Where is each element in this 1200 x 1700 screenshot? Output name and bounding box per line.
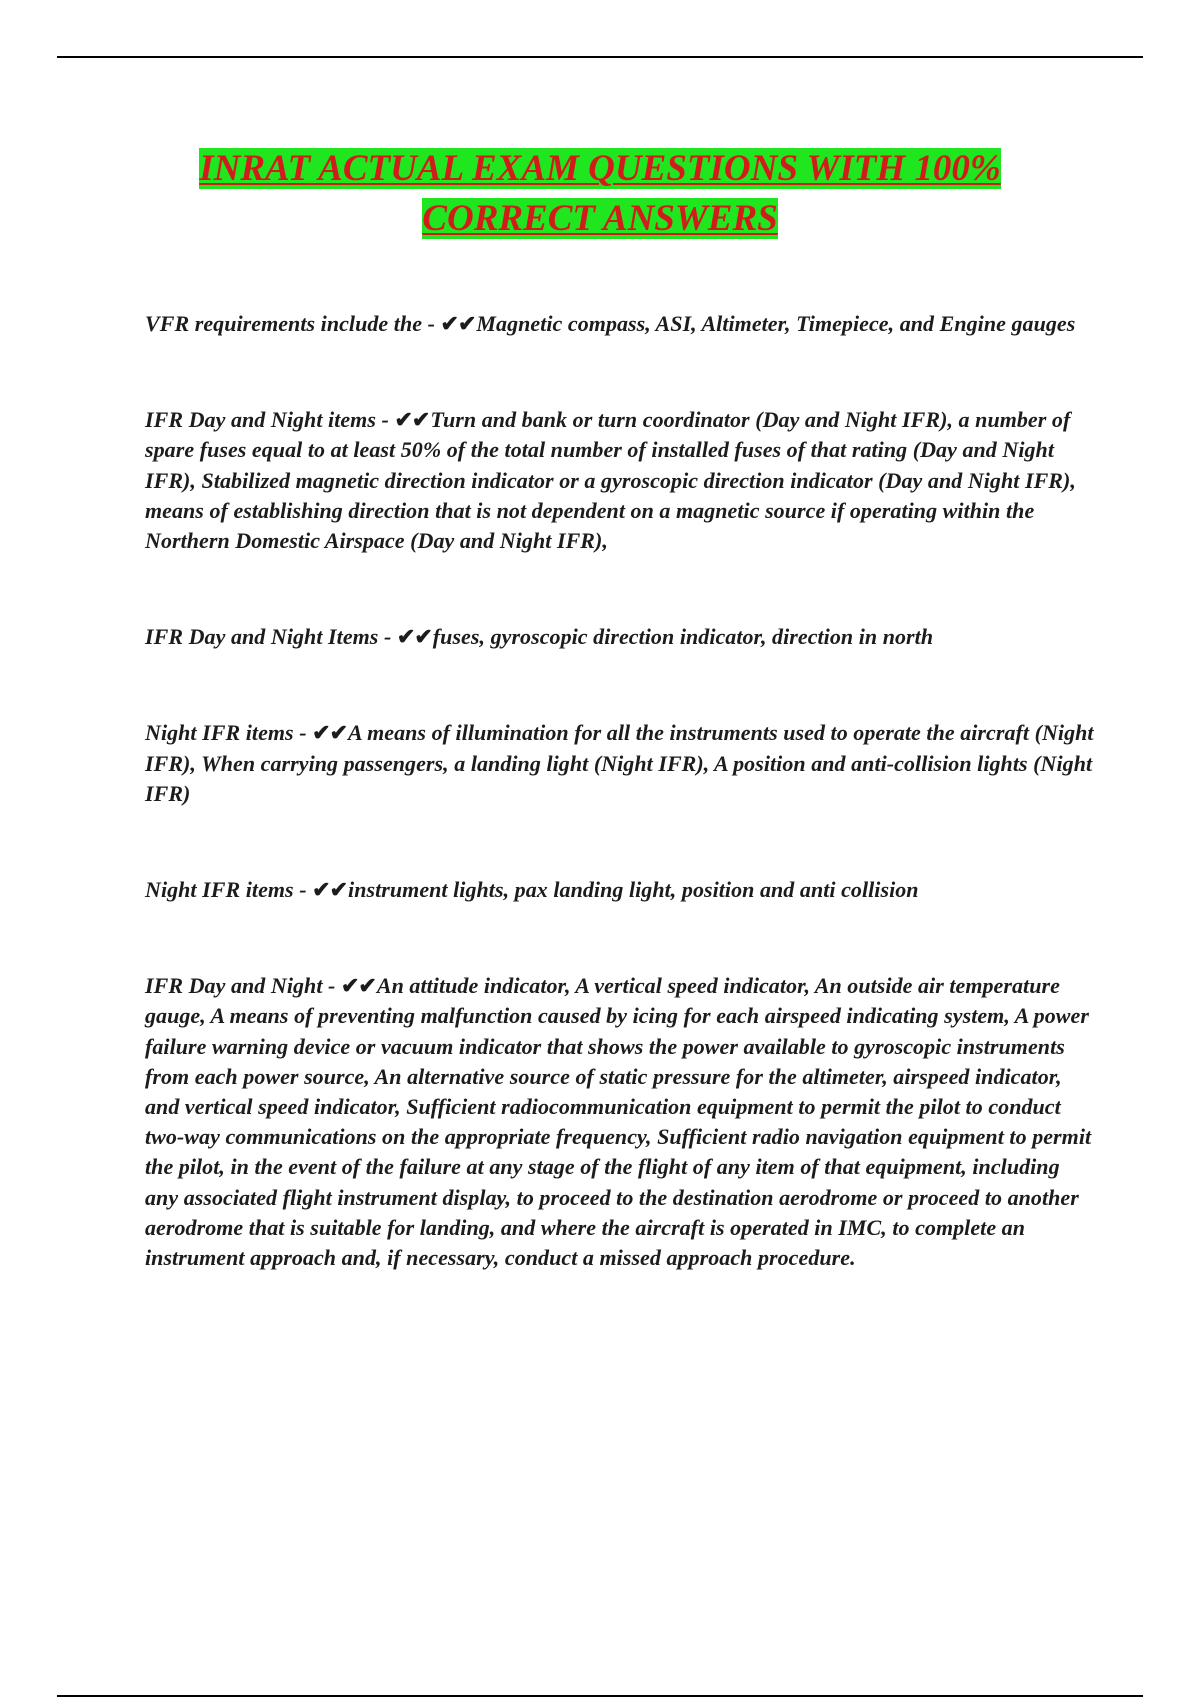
answer: fuses, gyroscopic direction indicator, direction in north <box>432 624 934 650</box>
answer: Turn and bank or turn coordinator (Day and Night IFR), a number of spare fuses equal to at least 50% of the total number of installed fuses of that rating (Day and Night IFR), Stabilized magnetic direction indicator or a gyroscopic direction indicator (Day and Night IFR), means of establishing direction that is not dependent on a magnetic source if operating within the Northern Domestic Airspace (Day and Night IFR), <box>145 407 1076 554</box>
top-rule <box>57 56 1143 58</box>
document-title <box>60 144 1140 244</box>
question: IFR Day and Night - <box>145 973 336 999</box>
question: Night IFR items - <box>145 877 307 903</box>
double-check-icon: ✔✔ <box>312 877 348 903</box>
answer: instrument lights, pax landing light, position and anti collision <box>348 877 919 903</box>
double-check-icon: ✔✔ <box>396 624 432 650</box>
qa-item-1 <box>145 309 1095 339</box>
qa-list <box>145 309 1095 1339</box>
qa-item-5 <box>145 875 1095 905</box>
answer: Magnetic compass, ASI, Altimeter, Timepiece, and Engine gauges <box>476 311 1076 336</box>
double-check-icon: ✔✔ <box>340 973 376 999</box>
answer: A means of illumination for all the instruments used to operate the aircraft (Night IFR), When carrying passengers, a landing light (Night IFR), A position and anti-collision lights (Night IFR) <box>145 720 1094 806</box>
qa-item-3 <box>145 622 1095 652</box>
qa-item-2 <box>145 405 1095 556</box>
bottom-rule <box>57 1695 1143 1697</box>
question: VFR requirements include the - <box>145 311 435 336</box>
question: IFR Day and Night items - <box>145 407 389 433</box>
qa-item-6 <box>145 971 1095 1273</box>
double-check-icon: ✔✔ <box>440 311 476 336</box>
double-check-icon: ✔✔ <box>394 407 430 433</box>
answer: An attitude indicator, A vertical speed indicator, An outside air temperature gauge, A means of preventing malfunction caused by icing for each airspeed indicating system, A power failure warning device or vacuum indicator that shows the power available to gyroscopic instruments from each power source, An alternative source of static pressure for the altimeter, airspeed indicator, and vertical speed indicator, Sufficient radiocommunication equipment to permit the pilot to conduct two-way communications on the appropriate frequency, Sufficient radio navigation equipment to permit the pilot, in the event of the failure at any stage of the flight of any item of that equipment, including any associated flight instrument display, to proceed to the destination aerodrome or proceed to another aerodrome that is suitable for landing, and where the aircraft is operated in IMC, to complete an instrument approach and, if necessary, conduct a missed approach procedure. <box>145 973 1092 1271</box>
qa-item-4 <box>145 718 1095 809</box>
double-check-icon: ✔✔ <box>312 720 348 746</box>
question: Night IFR items - <box>145 720 307 746</box>
title-line-1: INRAT ACTUAL EXAM QUESTIONS WITH 100% <box>199 148 1001 189</box>
title-line-2: CORRECT ANSWERS <box>422 198 778 239</box>
question: IFR Day and Night Items - <box>145 624 392 650</box>
